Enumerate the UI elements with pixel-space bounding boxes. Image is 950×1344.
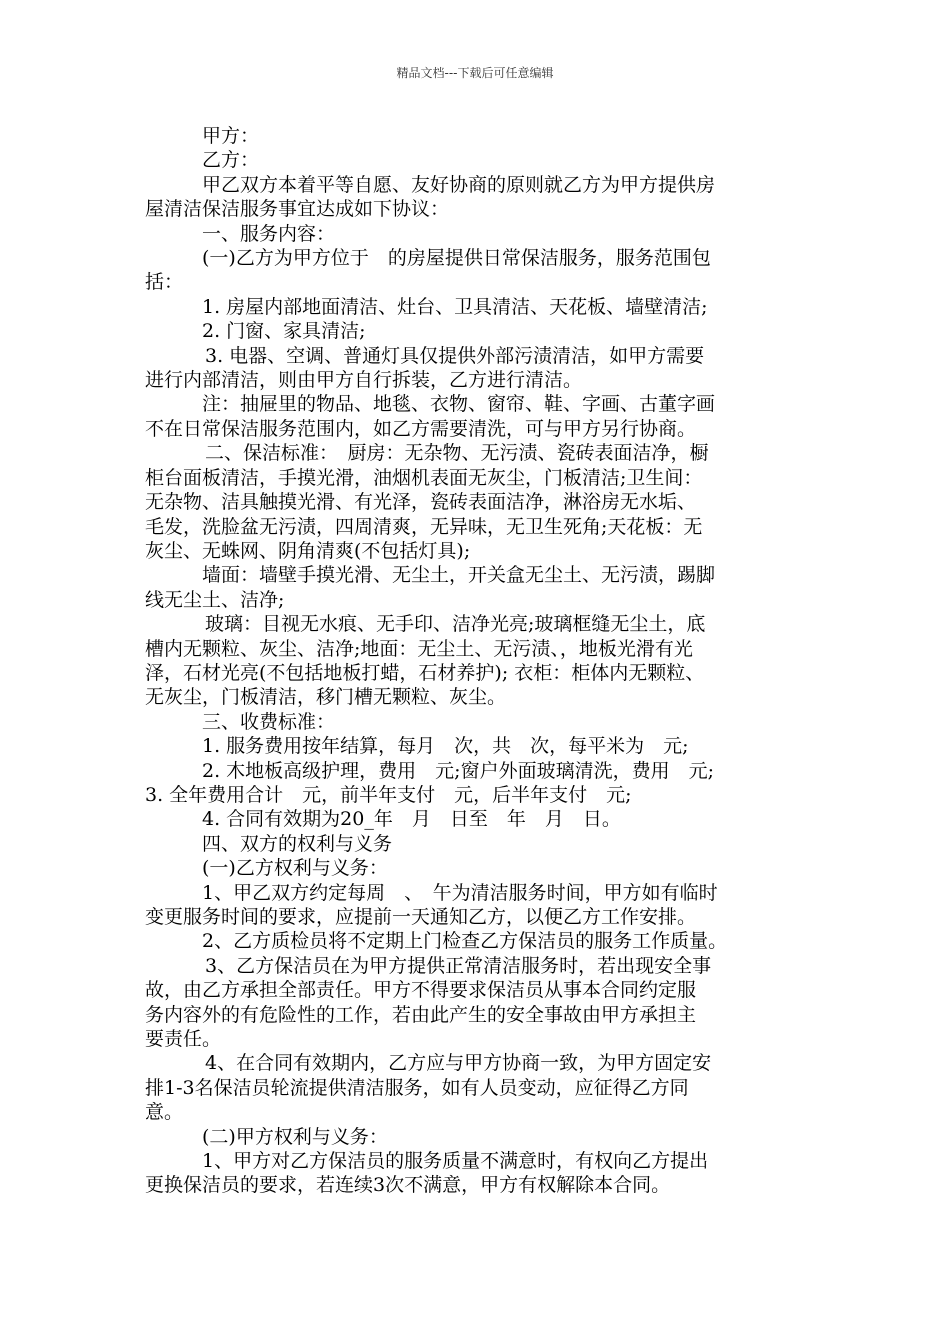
text-line: 2、乙方质检员将不定期上门检查乙方保洁员的服务工作质量。 xyxy=(202,930,728,953)
text-line: 1. 房屋内部地面清洁、灶台、卫具清洁、天花板、墙壁清洁; xyxy=(202,295,708,318)
text-line: 一、服务内容： xyxy=(202,222,336,245)
text-line: 毛发，洗脸盆无污渍，四周清爽，无异味，无卫生死角;天花板：无 xyxy=(145,515,703,538)
text-line: 1、甲方对乙方保洁员的服务质量不满意时，有权向乙方提出 xyxy=(202,1150,709,1173)
text-line: 灰尘、无蛛网、阴角清爽(不包括灯具); xyxy=(145,539,471,562)
text-line: 意。 xyxy=(145,1101,184,1124)
text-line: 屋清洁保洁服务事宜达成如下协议： xyxy=(145,198,450,221)
text-line: 槽内无颗粒、灰尘、洁净;地面：无尘土、无污渍、，地板光滑有光 xyxy=(145,637,693,660)
text-line: 无杂物、洁具触摸光滑、有光泽，瓷砖表面洁净，淋浴房无水垢、 xyxy=(145,491,697,514)
text-line: 线无尘土、洁净; xyxy=(145,588,285,611)
text-line: 1、甲乙双方约定每周 、 午为清洁服务时间，甲方如有临时 xyxy=(202,881,718,904)
text-line: 墙面：墙壁手摸光滑、无尘土，开关盒无尘土、无污渍，踢脚 xyxy=(202,564,716,587)
text-line: 进行内部清洁，则由甲方自行拆装，乙方进行清洁。 xyxy=(145,369,583,392)
text-line: 4、在合同有效期内，乙方应与甲方协商一致，为甲方固定安 xyxy=(205,1052,712,1075)
text-line: 四、双方的权利与义务 xyxy=(202,832,393,855)
text-line: 甲乙双方本着平等自愿、友好协商的原则就乙方为甲方提供房 xyxy=(202,173,716,196)
text-line: 3、乙方保洁员在为甲方提供正常清洁服务时，若出现安全事 xyxy=(205,954,712,977)
text-line: 泽，石材光亮(不包括地板打蜡，石材养护); 衣柜：柜体内无颗粒、 xyxy=(145,661,705,684)
text-line: 二、保洁标准： 厨房：无杂物、无污渍、瓷砖表面洁净，橱 xyxy=(205,442,709,465)
text-line: 更换保洁员的要求，若连续3次不满意，甲方有权解除本合同。 xyxy=(145,1174,671,1197)
text-line: 甲方： xyxy=(202,125,260,147)
text-line: 3. 电器、空调、普通灯具仅提供外部污渍清洁，如甲方需要 xyxy=(205,344,705,367)
text-line: 4. 合同有效期为20_年 月 日至 年 月 日。 xyxy=(202,808,621,831)
text-line: 2. 木地板高级护理，费用 元;窗户外面玻璃清洗，费用 元; xyxy=(202,759,714,782)
text-line: 玻璃：目视无水痕、无手印、洁净光亮;玻璃框缝无尘土，底 xyxy=(205,613,706,636)
page-header: 精品文档---下载后可任意编辑 xyxy=(396,66,554,80)
text-line: 无灰尘，门板清洁，移门槽无颗粒、灰尘。 xyxy=(145,686,507,709)
text-line: 故，由乙方承担全部责任。甲方不得要求保洁员从事本合同约定服 xyxy=(145,979,697,1002)
text-line: 柜台面板清洁，手摸光滑，油烟机表面无灰尘，门板清洁;卫生间： xyxy=(145,466,703,489)
contract-body xyxy=(145,124,813,1198)
text-line: 3. 全年费用合计 元，前半年支付 元，后半年支付 元; xyxy=(145,783,632,806)
text-line: 乙方： xyxy=(202,149,260,172)
text-line: (一)乙方为甲方位于 的房屋提供日常保洁服务，服务范围包 xyxy=(202,247,711,270)
text-line: 2. 门窗、家具清洁; xyxy=(202,320,366,343)
text-line: 变更服务时间的要求，应提前一天通知乙方，以便乙方工作安排。 xyxy=(145,906,697,928)
text-line: 要责任。 xyxy=(145,1028,222,1051)
text-line: (二)甲方权利与义务： xyxy=(202,1125,388,1148)
text-line: (一)乙方权利与义务： xyxy=(202,857,388,880)
text-line: 三、收费标准： xyxy=(202,710,336,733)
text-line: 不在日常保洁服务范围内，如乙方需要清洗，可与甲方另行协商。 xyxy=(145,417,697,440)
text-line: 排1-3名保洁员轮流提供清洁服务，如有人员变动，应征得乙方同 xyxy=(145,1076,689,1099)
text-line: 括： xyxy=(145,271,184,294)
text-line: 注：抽屉里的物品、地毯、衣物、窗帘、鞋、字画、古董字画 xyxy=(202,393,716,416)
text-line: 务内容外的有危险性的工作，若由此产生的安全事故由甲方承担主 xyxy=(145,1003,697,1026)
text-line: 1. 服务费用按年结算，每月 次，共 次，每平米为 元; xyxy=(202,735,689,758)
